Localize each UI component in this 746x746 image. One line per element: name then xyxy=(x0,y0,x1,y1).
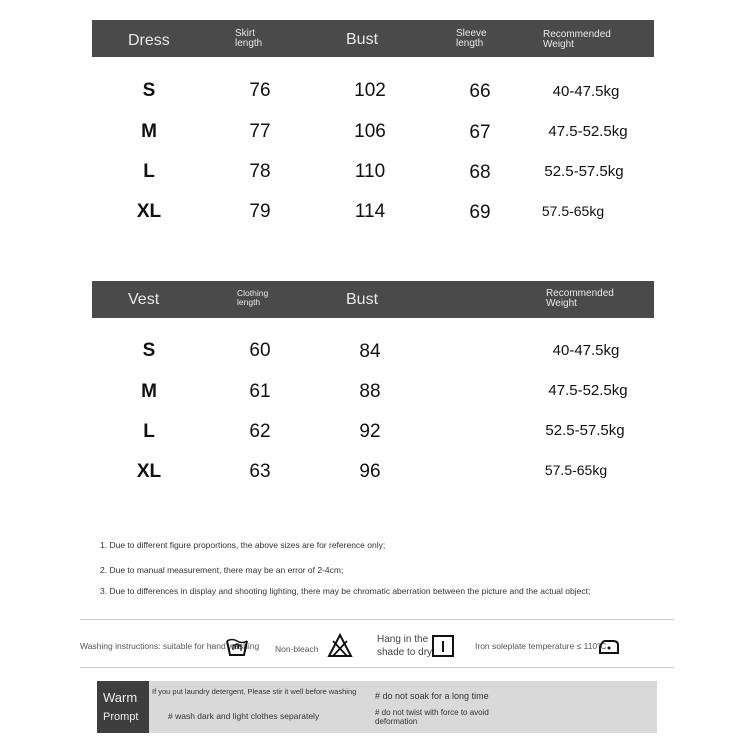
dress-header-sleeve-length: Sleeve length xyxy=(456,28,487,49)
bust-cell: 106 xyxy=(354,121,386,142)
vest-table-header xyxy=(92,281,654,318)
iron-temp-text: Iron soleplate temperature ≤ 110°C xyxy=(475,641,607,651)
dress-header-bust: Bust xyxy=(346,31,379,48)
sleeve-cell: 66 xyxy=(469,81,491,102)
size-cell: XL xyxy=(136,201,162,222)
weight-cell: 47.5-52.5kg xyxy=(548,382,628,399)
dress-table-header xyxy=(92,20,654,57)
dress-header-recommended-weight: Recommended Weight xyxy=(543,29,611,50)
note-2: 2. Due to manual measurement, there may be an error of 2-4cm; xyxy=(100,565,344,575)
weight-cell: 57.5-65kg xyxy=(544,462,608,478)
length-cell: 63 xyxy=(249,461,271,482)
washing-hand-text: Washing instructions: suitable for hand washing xyxy=(80,641,260,651)
length-cell: 62 xyxy=(249,421,271,442)
length-cell: 78 xyxy=(249,161,271,182)
warm-prompt-label xyxy=(97,681,149,733)
divider xyxy=(80,619,674,620)
length-cell: 76 xyxy=(249,80,271,101)
length-cell: 79 xyxy=(249,201,271,222)
weight-cell: 52.5-57.5kg xyxy=(545,422,625,439)
hang-dry-text: Hang in the shade to dry xyxy=(377,634,433,658)
weight-cell: 47.5-52.5kg xyxy=(548,123,628,140)
size-cell: L xyxy=(143,161,155,182)
bust-cell: 110 xyxy=(354,161,386,182)
sleeve-cell: 67 xyxy=(469,122,491,143)
note-3: 3. Due to differences in display and shooting lighting, there may be chromatic aberration between the picture and the actual object; xyxy=(100,586,591,596)
length-cell: 77 xyxy=(249,121,271,142)
sleeve-cell: 69 xyxy=(469,202,491,223)
weight-cell: 57.5-65kg xyxy=(541,203,605,219)
size-cell: S xyxy=(142,80,156,101)
no-bleach-icon xyxy=(327,633,353,659)
warm-tip-2: # wash dark and light clothes separately xyxy=(168,711,320,721)
size-cell: XL xyxy=(136,461,162,482)
vest-header-recommended-weight: Recommended Weight xyxy=(546,288,614,309)
bust-cell: 114 xyxy=(354,201,386,222)
prompt-title: Prompt xyxy=(103,711,139,723)
bust-cell: 88 xyxy=(359,381,381,402)
sleeve-cell: 68 xyxy=(469,162,491,183)
length-cell: 61 xyxy=(249,381,271,402)
vest-header-clothing-length: Clothing length xyxy=(237,288,269,307)
hand-wash-icon xyxy=(224,633,250,659)
size-cell: M xyxy=(141,381,157,402)
length-cell: 60 xyxy=(249,340,271,361)
size-cell: S xyxy=(142,340,156,361)
vest-header-title: Vest xyxy=(128,291,160,308)
weight-cell: 40-47.5kg xyxy=(552,342,620,359)
dress-header-title: Dress xyxy=(128,32,170,49)
divider xyxy=(80,667,674,668)
non-bleach-text: Non-bleach xyxy=(275,644,319,654)
bust-cell: 92 xyxy=(359,421,381,442)
warm-tip-3: # do not soak for a long time xyxy=(375,691,489,701)
hang-dry-icon xyxy=(430,633,456,659)
size-cell: L xyxy=(143,421,155,442)
weight-cell: 40-47.5kg xyxy=(552,83,620,100)
iron-icon xyxy=(596,633,622,659)
bust-cell: 84 xyxy=(359,341,381,362)
vest-header-bust: Bust xyxy=(346,291,379,308)
bust-cell: 102 xyxy=(354,80,386,101)
warm-title: Warm xyxy=(103,690,138,705)
note-1: 1. Due to different figure proportions, the above sizes are for reference only; xyxy=(100,540,386,550)
dress-header-skirt-length: Skirt length xyxy=(235,28,263,49)
size-cell: M xyxy=(141,121,157,142)
weight-cell: 52.5-57.5kg xyxy=(544,163,624,180)
warm-tip-1: If you put laundry detergent, Please stir it well before washing xyxy=(152,687,357,696)
bust-cell: 96 xyxy=(359,461,381,482)
warm-tip-4: # do not twist with force to avoid deformation xyxy=(375,708,489,726)
